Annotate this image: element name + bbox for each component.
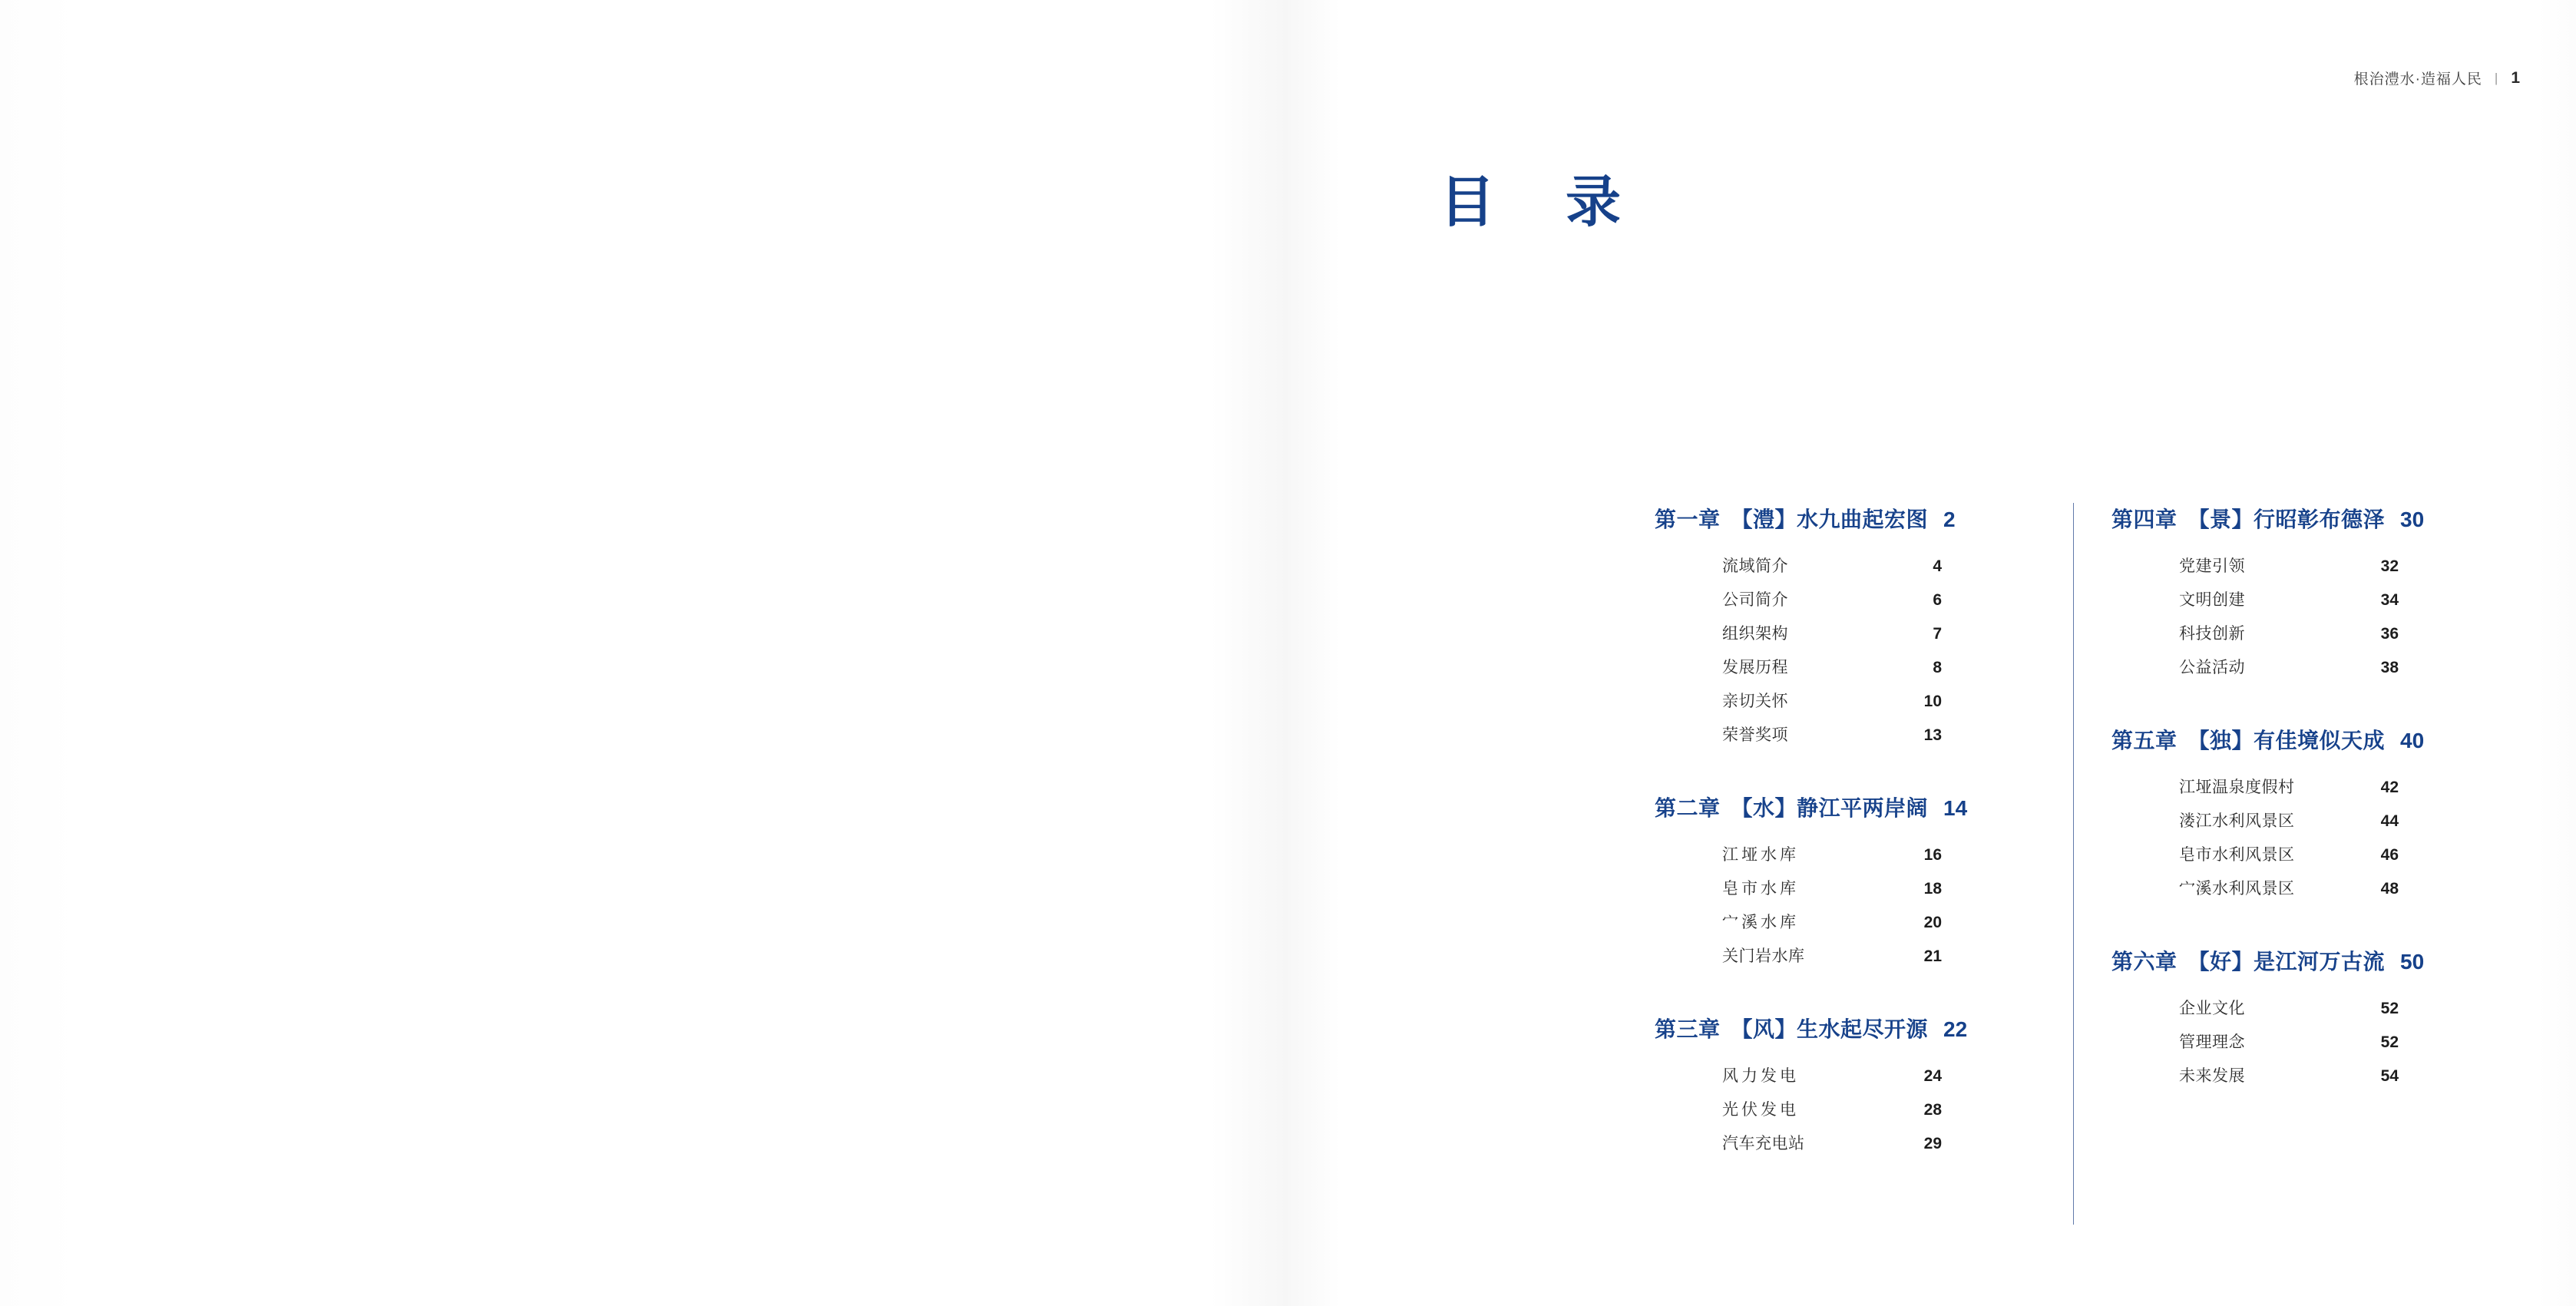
toc-entry[interactable] — [1722, 944, 2065, 977]
toc-entry[interactable] — [1722, 722, 2065, 756]
toc-columns — [1655, 503, 2522, 1165]
chapter-entries — [2111, 775, 2522, 910]
chapter-title: 【景】行昭彰布德泽 — [2187, 508, 2386, 531]
toc-entry-label: 未来发展 — [2179, 1067, 2245, 1085]
chapter-number: 第五章 — [2111, 729, 2178, 752]
chapter-title: 【澧】水九曲起宏图 — [1731, 508, 1929, 531]
chapter-heading[interactable] — [2111, 724, 2522, 755]
page-title: 目 录 — [1440, 172, 1649, 233]
running-header-title: 根治澧水·造福人民 — [2353, 71, 2482, 88]
running-header-page-number: 1 — [2511, 68, 2521, 87]
toc-entry-label: 公益活动 — [2179, 659, 2245, 676]
toc-entry-page: 44 — [2380, 812, 2399, 830]
chapter-number: 第四章 — [2111, 508, 2178, 531]
toc-entry-page: 13 — [1923, 726, 1942, 744]
toc-entry-page: 29 — [1923, 1135, 1942, 1152]
toc-entry[interactable] — [1722, 842, 2065, 876]
chapter-page: 50 — [2400, 950, 2425, 974]
toc-entry-page: 24 — [1923, 1067, 1942, 1085]
toc-entry-page: 7 — [1933, 625, 1942, 643]
toc-entry[interactable] — [2179, 621, 2522, 655]
toc-entry-page: 54 — [2380, 1067, 2399, 1085]
running-header-separator: | — [2494, 70, 2499, 85]
toc-entry[interactable] — [2179, 1063, 2522, 1097]
toc-entry[interactable] — [2179, 554, 2522, 587]
toc-entry[interactable] — [1722, 1131, 2065, 1165]
chapter-title: 【水】静江平两岸阔 — [1731, 796, 1929, 820]
toc-column-left — [1655, 503, 2065, 1165]
toc-entry-page: 4 — [1933, 557, 1942, 575]
toc-entry-label: 党建引领 — [2179, 557, 2245, 575]
toc-entry[interactable] — [2179, 775, 2522, 808]
toc-entry-label: 关门岩水库 — [1722, 947, 1805, 965]
toc-entry[interactable] — [2179, 876, 2522, 910]
chapter-heading[interactable] — [2111, 945, 2522, 976]
toc-entry-page: 10 — [1923, 693, 1942, 710]
toc-entry-page: 21 — [1923, 947, 1942, 965]
toc-entry-label: 亲切关怀 — [1722, 693, 1788, 710]
toc-entry-label: 江垭温泉度假村 — [2179, 779, 2295, 796]
toc-entry-label: 科技创新 — [2179, 625, 2245, 643]
toc-entry[interactable] — [1722, 689, 2065, 722]
toc-entry-label: 组织架构 — [1722, 625, 1788, 643]
toc-entry-label: 风力发电 — [1722, 1067, 1799, 1085]
chapter-number: 第一章 — [1655, 508, 1721, 531]
chapter-page: 30 — [2400, 508, 2425, 531]
toc-entry-page: 36 — [2380, 625, 2399, 643]
toc-entry[interactable] — [1722, 621, 2065, 655]
chapter-heading[interactable] — [1655, 1013, 2065, 1043]
toc-column-right — [2065, 503, 2522, 1165]
chapter-title: 【风】生水起尽开源 — [1731, 1017, 1929, 1041]
toc-entry-page: 52 — [2380, 1000, 2399, 1017]
chapter-entries — [2111, 996, 2522, 1097]
toc-entry[interactable] — [1722, 655, 2065, 689]
toc-entry-page: 38 — [2380, 659, 2399, 676]
chapter-entry[interactable] — [2111, 945, 2522, 1097]
toc-entry-page: 20 — [1923, 914, 1942, 931]
toc-entry[interactable] — [2179, 808, 2522, 842]
chapter-entries — [1655, 842, 2065, 977]
toc-entry[interactable] — [1722, 587, 2065, 621]
chapter-number: 第三章 — [1655, 1017, 1721, 1041]
toc-entry-page: 34 — [2380, 591, 2399, 609]
chapter-entry[interactable] — [1655, 1013, 2065, 1165]
toc-entry[interactable] — [2179, 996, 2522, 1030]
chapter-number: 第二章 — [1655, 796, 1721, 820]
toc-entry-label: 皂市水利风景区 — [2179, 846, 2295, 864]
toc-entry-page: 16 — [1923, 846, 1942, 864]
toc-entry-page: 6 — [1933, 591, 1942, 609]
toc-entry-label: 溇江水利风景区 — [2179, 812, 2295, 830]
toc-entry-label: 皂市水库 — [1722, 880, 1799, 898]
chapter-heading[interactable] — [1655, 792, 2065, 822]
toc-entry[interactable] — [2179, 587, 2522, 621]
chapter-number: 第六章 — [2111, 950, 2178, 974]
chapter-entry[interactable] — [1655, 792, 2065, 977]
toc-entry[interactable] — [1722, 554, 2065, 587]
toc-entry[interactable] — [1722, 1063, 2065, 1097]
toc-entry-page: 28 — [1923, 1101, 1942, 1119]
toc-entry-label: 宀溪水利风景区 — [2179, 880, 2295, 898]
toc-entry[interactable] — [1722, 910, 2065, 944]
running-header — [2354, 68, 2521, 88]
toc-entry-page: 46 — [2380, 846, 2399, 864]
chapter-page: 22 — [1943, 1017, 1968, 1041]
toc-entry-page: 18 — [1923, 880, 1942, 898]
chapter-heading[interactable] — [2111, 503, 2522, 534]
chapter-title: 【独】有佳境似天成 — [2187, 729, 2386, 752]
toc-entry-label: 光伏发电 — [1722, 1101, 1799, 1119]
chapter-entry[interactable] — [2111, 503, 2522, 689]
toc-entry[interactable] — [2179, 655, 2522, 689]
toc-entry-page: 8 — [1933, 659, 1942, 676]
toc-entry[interactable] — [2179, 842, 2522, 876]
chapter-entries — [1655, 554, 2065, 756]
toc-entry-page: 48 — [2380, 880, 2399, 898]
toc-entry-label: 发展历程 — [1722, 659, 1788, 676]
toc-entry-label: 公司简介 — [1722, 591, 1788, 609]
toc-entry-label: 企业文化 — [2179, 1000, 2245, 1017]
chapter-entries — [2111, 554, 2522, 689]
toc-entry-label: 宀溪水库 — [1722, 914, 1799, 931]
toc-entry-page: 32 — [2380, 557, 2399, 575]
toc-entry-label: 汽车充电站 — [1722, 1135, 1805, 1152]
chapter-entries — [1655, 1063, 2065, 1165]
chapter-page: 2 — [1943, 508, 1956, 531]
toc-entry[interactable] — [1722, 876, 2065, 910]
toc-entry-label: 江垭水库 — [1722, 846, 1799, 864]
toc-entry[interactable] — [1722, 1097, 2065, 1131]
toc-entry-label: 流域简介 — [1722, 557, 1788, 575]
chapter-title: 【好】是江河万古流 — [2187, 950, 2386, 974]
toc-entry-page: 42 — [2380, 779, 2399, 796]
chapter-entry[interactable] — [2111, 724, 2522, 910]
chapter-entry[interactable] — [1655, 503, 2065, 756]
toc-entry-label: 文明创建 — [2179, 591, 2245, 609]
toc-entry-page: 52 — [2380, 1033, 2399, 1051]
chapter-page: 14 — [1943, 796, 1968, 820]
toc-entry-label: 荣誉奖项 — [1722, 726, 1788, 744]
toc-entry[interactable] — [2179, 1030, 2522, 1063]
chapter-heading[interactable] — [1655, 503, 2065, 534]
toc-entry-label: 管理理念 — [2179, 1033, 2245, 1051]
chapter-page: 40 — [2400, 729, 2425, 752]
